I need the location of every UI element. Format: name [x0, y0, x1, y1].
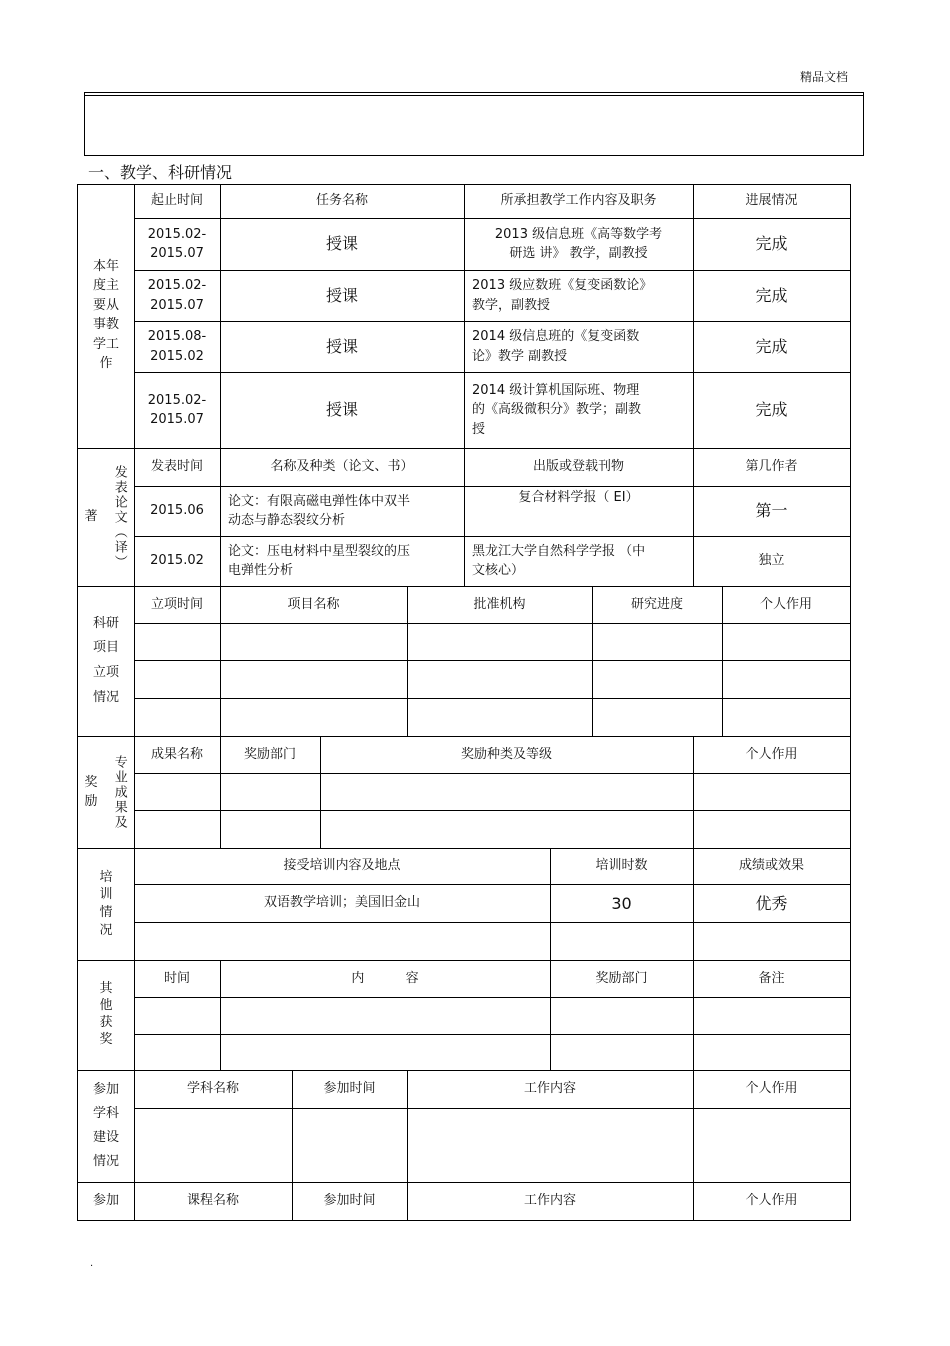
teaching-row-content: 2014 级计算机国际班、物理 的《高级微积分》教学；副教 授 [472, 382, 642, 437]
teaching-header-content: 所承担教学工作内容及职务 [500, 193, 657, 209]
papers-row-journal: 复合材料学报（ EI） [518, 490, 639, 506]
training-content: 双语教学培训；美国旧金山 [263, 895, 420, 911]
papers-label-b: 发表论文（译） [111, 464, 127, 570]
course-header: 课程名称 [186, 1193, 239, 1209]
papers-row-time: 2015.06 [150, 503, 204, 519]
grid-line [134, 623, 851, 624]
papers-row-journal: 黑龙江大学自然科学学报 （中 文核心） [472, 543, 646, 578]
grid-line [134, 1108, 851, 1109]
teaching-row-task: 授课 [325, 400, 358, 419]
grid-line [77, 1220, 851, 1221]
training-result: 优秀 [755, 894, 788, 913]
awards-label-b: 专业成果及 [111, 754, 127, 830]
training-label: 培 训 情 况 [99, 869, 113, 938]
teaching-row-task: 授课 [325, 285, 358, 305]
course-header: 参加时间 [323, 1193, 376, 1209]
teaching-row-time: 2015.02- 2015.07 [147, 392, 207, 427]
awards-header: 奖励种类及等级 [460, 746, 552, 762]
projects-header: 研究进度 [630, 596, 683, 612]
teaching-row-content: 2013 级应数班《复变函数论》 教学，副教授 [472, 278, 653, 313]
teaching-row-content: 2013 级信息班《高等数学考 研选 讲》 教学，副教授 [494, 226, 663, 261]
teaching-header-time: 起止时间 [150, 193, 203, 209]
papers-header-name: 名称及种类（论文、书） [270, 459, 414, 475]
awards-label-a: 奖 励 [84, 774, 98, 809]
teaching-row-status: 完成 [755, 400, 788, 419]
teaching-label: 本年 度主 要从 事教 学工 作 [92, 258, 119, 371]
teaching-row-task: 授课 [325, 336, 358, 356]
discipline-label: 参加 学科 建设 情况 [92, 1081, 119, 1170]
papers-header-journal: 出版或登载刊物 [532, 459, 624, 475]
training-header: 培训时数 [595, 858, 648, 874]
projects-header: 立项时间 [150, 596, 203, 612]
teaching-row-content: 2014 级信息班的《复变函数 论》教学 副教授 [472, 329, 640, 364]
papers-row-author: 第一 [755, 501, 788, 520]
training-header: 成绩或效果 [738, 858, 804, 874]
papers-row-name: 论文：有限高磁电弹性体中双半 动态与静态裂纹分析 [228, 493, 411, 528]
section-title: 一、教学、科研情况 [88, 163, 233, 182]
other-awards-header: 内 容 [351, 970, 419, 986]
teaching-row-time: 2015.08- 2015.02 [147, 329, 207, 364]
course-label: 参加 [92, 1193, 119, 1209]
teaching-row-time: 2015.02- 2015.07 [147, 226, 207, 261]
teaching-row-status: 完成 [755, 336, 788, 356]
grid-line [134, 1034, 851, 1035]
teaching-row-task: 授课 [325, 234, 358, 253]
course-header: 工作内容 [523, 1193, 576, 1209]
papers-row-name: 论文：压电材料中星型裂纹的压 电弹性分析 [228, 543, 411, 578]
watermark: 精品文档 [800, 70, 849, 84]
papers-header-time: 发表时间 [150, 459, 203, 475]
projects-header: 批准机构 [473, 596, 526, 612]
grid-line [134, 997, 851, 998]
teaching-header-task: 任务名称 [315, 193, 368, 209]
other-awards-header: 备注 [758, 970, 785, 986]
awards-header: 个人作用 [745, 746, 798, 762]
projects-label: 科研 项目 立项 情况 [92, 615, 119, 705]
top-box [84, 92, 864, 156]
papers-row-time: 2015.02 [150, 553, 204, 569]
grid-line [134, 810, 851, 811]
grid-line [134, 773, 851, 774]
discipline-header: 学科名称 [186, 1081, 239, 1097]
grid-line [134, 660, 851, 661]
projects-header: 个人作用 [759, 596, 812, 612]
training-hours: 30 [611, 894, 632, 913]
other-awards-header: 奖励部门 [595, 970, 648, 986]
discipline-header: 个人作用 [745, 1081, 798, 1097]
teaching-row-time: 2015.02- 2015.07 [147, 278, 207, 313]
projects-header: 项目名称 [287, 596, 340, 612]
other-awards-header: 时间 [163, 970, 190, 986]
grid-line [134, 698, 851, 699]
teaching-header-status: 进展情况 [745, 193, 798, 209]
discipline-header: 工作内容 [523, 1081, 576, 1097]
teaching-row-status: 完成 [755, 234, 788, 253]
other-awards-label: 其 他 获 奖 [99, 981, 113, 1047]
training-header: 接受培训内容及地点 [283, 858, 401, 874]
discipline-header: 参加时间 [323, 1081, 376, 1097]
awards-header: 奖励部门 [243, 746, 296, 762]
awards-header: 成果名称 [150, 746, 203, 762]
papers-header-author: 第几作者 [745, 459, 798, 475]
grid-line [850, 184, 851, 1221]
papers-row-author: 独立 [758, 553, 785, 569]
course-header: 个人作用 [745, 1193, 798, 1209]
papers-label-a: 著 [84, 509, 98, 525]
footer-dot: . [90, 1258, 94, 1269]
teaching-row-status: 完成 [755, 285, 788, 305]
